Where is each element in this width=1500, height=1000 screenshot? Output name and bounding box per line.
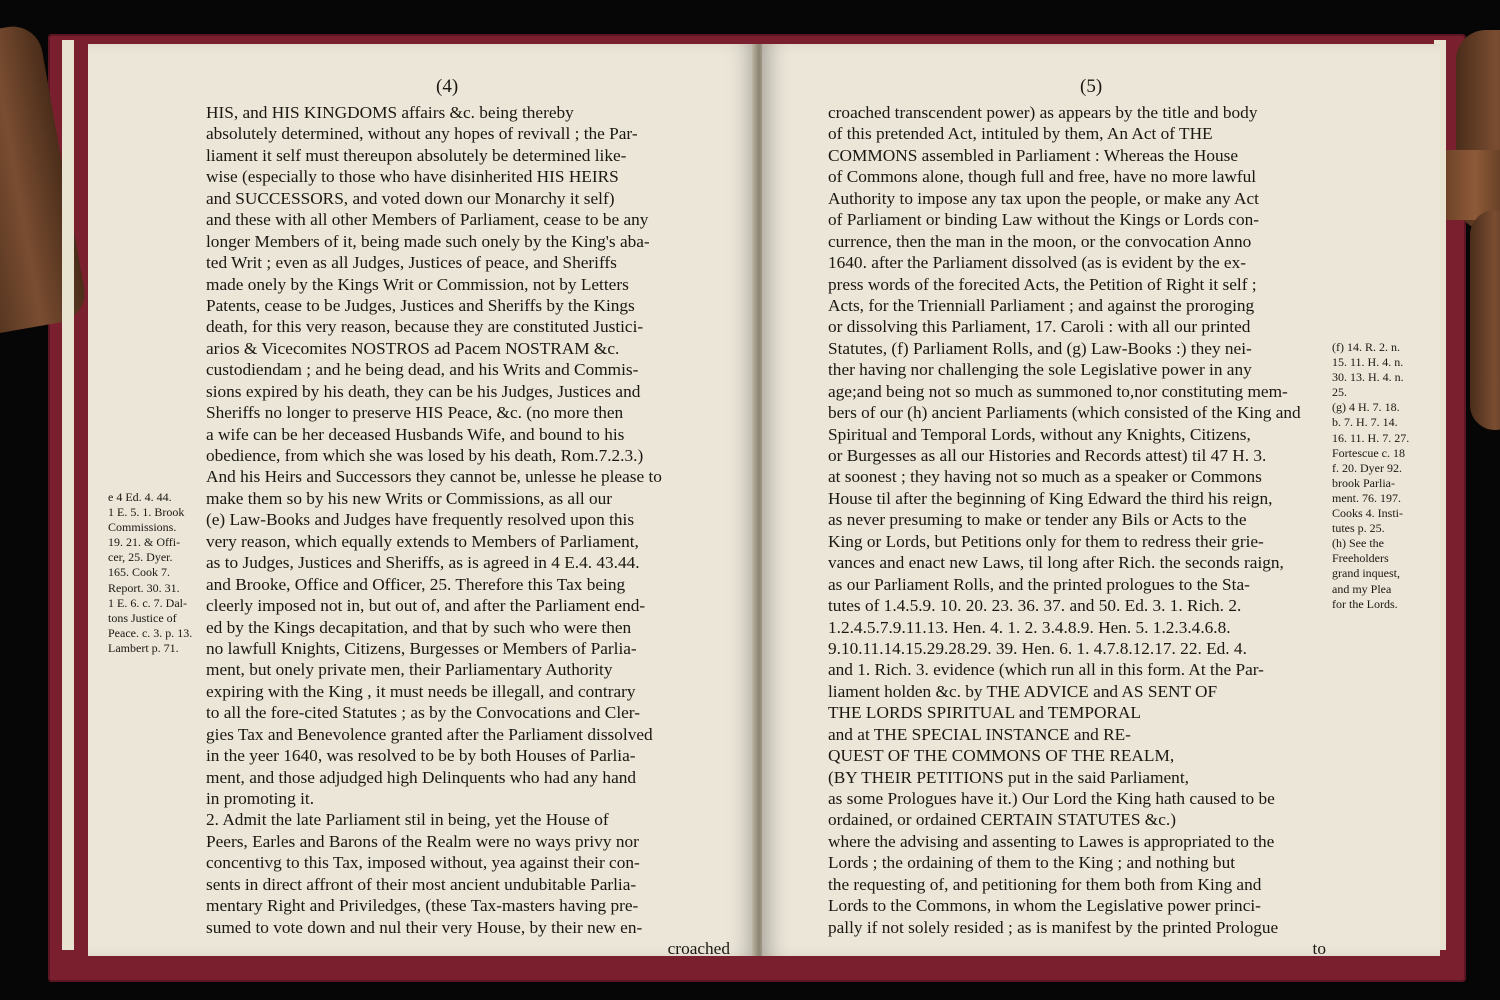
margin-note-line: 25. <box>1332 385 1347 400</box>
margin-note-line: 1 E. 5. 1. Brook <box>108 505 185 520</box>
margin-note-line: 15. 11. H. 4. n. <box>1332 355 1404 370</box>
text-line: ordained, or ordained CERTAIN STATUTES &c.) <box>828 810 1176 830</box>
text-line: of this pretended Act, intituled by them, An Act of THE <box>828 124 1213 144</box>
margin-note-line: Freeholders <box>1332 551 1389 566</box>
margin-note-line: b. 7. H. 7. 14. <box>1332 415 1398 430</box>
text-line: Lords to the Commons, in whom the Legislative power princi- <box>828 896 1261 916</box>
text-line: a wife can be her deceased Husbands Wife, and bound to his <box>206 424 625 444</box>
text-line: or Burgesses as all our Histories and Records attest) til 47 H. 3. <box>828 446 1267 465</box>
margin-note-line: and my Plea <box>1332 581 1392 596</box>
text-line: Lords ; the ordaining of them to the King ; and nothing but <box>828 853 1236 873</box>
text-line: of Parliament or binding Law without the Kings or Lords con- <box>828 210 1259 230</box>
text-line: expiring with the King , it must needs be illegall, and contrary <box>206 681 636 701</box>
text-line: King or Lords, but Petitions only for them to redress their grie- <box>828 531 1264 551</box>
text-line: and these with all other Members of Parliament, cease to be any <box>206 210 649 230</box>
text-line: liament holden &c. by THE ADVICE and AS SENT OF <box>828 681 1218 701</box>
margin-note-line: Fortescue c. 18 <box>1332 445 1405 460</box>
margin-note-line: ment. 76. 197. <box>1332 490 1401 505</box>
text-line: 2. Admit the late Parliament stil in being, yet the House of <box>206 810 609 830</box>
margin-note-line: f. 20. Dyer 92. <box>1332 460 1402 475</box>
margin-note-line: (g) 4 H. 7. 18. <box>1332 400 1400 415</box>
right-page-text <box>828 102 1326 960</box>
text-line: THE LORDS SPIRITUAL and TEMPORAL <box>828 703 1141 723</box>
text-line: at soonest ; they having not so much as a speaker or Commons <box>828 467 1262 487</box>
text-line: currence, then the man in the moon, or the convocation Anno <box>828 231 1252 251</box>
text-line: croached transcendent power) as appears by the title and body <box>828 103 1258 122</box>
text-line: custodiendam ; and he being dead, and his Writs and Commis- <box>206 360 639 380</box>
margin-note-line: Cooks 4. Insti- <box>1332 506 1404 521</box>
margin-note-line: 19. 21. & Offi- <box>108 535 181 550</box>
left-margin-note <box>108 490 208 656</box>
text-line: as to Judges, Justices and Sheriffs, as is agreed in 4 E.4. 43.44. <box>206 553 640 573</box>
text-line: vances and enact new Laws, til long after Rich. the seconds raign, <box>828 553 1284 573</box>
margin-note-line: 1 E. 6. c. 7. Dal- <box>108 595 187 610</box>
text-line: Authority to impose any tax upon the people, or make any Act <box>828 188 1259 208</box>
text-line: arios & Vicecomites NOSTROS ad Pacem NOSTRAM &c. <box>206 338 620 358</box>
text-line: press words of the forecited Acts, the Petition of Right it self ; <box>828 274 1257 294</box>
left-page <box>88 44 756 959</box>
text-line: Sheriffs no longer to preserve HIS Peace, &c. (no more then <box>206 403 624 423</box>
text-line: and SUCCESSORS, and voted down our Monarchy it self) <box>206 188 615 208</box>
text-line: (e) Law-Books and Judges have frequently resolved upon this <box>206 510 635 530</box>
margin-note-line: brook Parlia- <box>1332 475 1395 490</box>
text-line: death, for this very reason, because they are constituted Justici- <box>206 317 644 337</box>
margin-note-line: Peace. c. 3. p. 13. <box>108 625 193 640</box>
text-line: absolutely determined, without any hopes of revivall ; the Par- <box>206 124 638 144</box>
text-line: wise (especially to those who have disinherited HIS HEIRS <box>206 167 619 187</box>
text-line: gies Tax and Benevolence granted after the Parliament dissolved <box>206 724 653 744</box>
text-line: to all the fore-cited Statutes ; as by the Convocations and Cler- <box>206 703 640 723</box>
margin-note-line: cer, 25. Dyer. <box>108 550 173 565</box>
text-line: liament it self must thereupon absolutely be determined like- <box>206 145 627 165</box>
text-line: as never presuming to make or tender any Bils or Acts to the <box>828 510 1247 530</box>
text-line: mentary Right and Priviledges, (these Tax-masters having pre- <box>206 896 639 916</box>
text-line: sumed to vote down and nul their very House, by their new en- <box>206 917 643 937</box>
text-line: House til after the beginning of King Edward the third his reign, <box>828 488 1273 508</box>
text-line: tutes of 1.4.5.9. 10. 20. 23. 36. 37. and 50. Ed. 3. 1. Rich. 2. <box>828 596 1242 616</box>
margin-note-line: Lambert p. 71. <box>108 640 179 655</box>
text-line: in the yeer 1640, was resolved to be by both Houses of Parlia- <box>206 746 636 766</box>
text-line: ment, but onely private men, their Parliamentary Authority <box>206 660 613 680</box>
text-line: Statutes, (f) Parliament Rolls, and (g) Law-Books :) they nei- <box>828 338 1252 358</box>
text-line: (BY THEIR PETITIONS put in the said Parliament, <box>828 767 1189 787</box>
margin-note-line: 30. 13. H. 4. n. <box>1332 370 1404 385</box>
text-line: of Commons alone, though full and free, have no more lawful <box>828 167 1257 187</box>
margin-note-line: 165. Cook 7. <box>108 565 171 580</box>
text-line: in promoting it. <box>206 789 315 808</box>
left-page-text <box>206 102 730 960</box>
margin-note-line: Report. 30. 31. <box>108 580 180 595</box>
text-line: 1640. after the Parliament dissolved (as is evident by the ex- <box>828 253 1246 273</box>
text-line: pally if not solely resided ; as is manifest by the printed Prologue <box>828 917 1279 937</box>
text-line: no lawfull Knights, Citizens, Burgesses or Members of Parlia- <box>206 638 637 658</box>
text-line: COMMONS assembled in Parliament : Whereas the House <box>828 145 1239 165</box>
margin-note-line: 16. 11. H. 7. 27. <box>1332 430 1410 445</box>
text-line: Peers, Earles and Barons of the Realm were no ways privy nor <box>206 831 639 851</box>
text-line: to <box>1312 939 1326 959</box>
text-line: sions expired by his death, they can be his Judges, Justices and <box>206 381 641 401</box>
text-line: ted Writ ; even as all Judges, Justices of peace, and Sheriffs <box>206 253 617 273</box>
text-line: as some Prologues have it.) Our Lord the King hath caused to be <box>828 789 1275 808</box>
text-line: concentivg to this Tax, imposed without, yea against their con- <box>206 853 640 873</box>
text-line: 9.10.11.14.15.29.28.29. 39. Hen. 6. 1. 4.7.8.12.17. 22. Ed. 4. <box>828 638 1247 658</box>
page-clamp-right-lower <box>1470 210 1500 430</box>
text-line: make them so by his new Writs or Commissions, as all our <box>206 488 613 508</box>
text-line: obedience, from which she was losed by his death, Rom.7.2.3.) <box>206 446 644 465</box>
left-page-edges <box>62 40 74 950</box>
text-line: as our Parliament Rolls, and the printed prologues to the Sta- <box>828 574 1250 594</box>
text-line: ment, and those adjudged high Delinquents who had any hand <box>206 767 637 787</box>
text-line: 1.2.4.5.7.9.11.13. Hen. 4. 1. 2. 3.4.8.9. Hen. 5. 1.2.3.4.6.8. <box>828 617 1231 637</box>
text-line: and Brooke, Office and Officer, 25. Therefore this Tax being <box>206 574 626 594</box>
left-page-number: (4) <box>436 76 459 97</box>
text-line: cleerly imposed not in, but out of, and after the Parliament end- <box>206 596 646 616</box>
text-line: age;and being not so much as summoned to,nor constituting mem- <box>828 381 1288 401</box>
text-line: made onely by the Kings Writ or Commission, not by Letters <box>206 274 629 294</box>
margin-note-line: tons Justice of <box>108 610 177 625</box>
text-line: ed by the Kings decapitation, and that by such who were then <box>206 617 632 637</box>
right-page <box>762 44 1440 959</box>
text-line: croached <box>667 939 730 959</box>
text-line: and at THE SPECIAL INSTANCE and RE- <box>828 724 1131 744</box>
text-line: sents in direct affront of their most ancient undubitable Parlia- <box>206 874 637 894</box>
text-line: where the advising and assenting to Lawes is appropriated to the <box>828 831 1275 851</box>
text-line: QUEST OF THE COMMONS OF THE REALM, <box>828 746 1175 766</box>
text-line: Acts, for the Trienniall Parliament ; and against the proroging <box>828 295 1255 315</box>
margin-note-line: tutes p. 25. <box>1332 521 1385 536</box>
text-line: or dissolving this Parliament, 17. Caroli : with all our printed <box>828 317 1251 337</box>
right-margin-note <box>1332 340 1438 612</box>
margin-note-line: for the Lords. <box>1332 596 1398 611</box>
text-line: And his Heirs and Successors they cannot be, unlesse he please to <box>206 467 662 487</box>
text-line: HIS, and HIS KINGDOMS affairs &c. being thereby <box>206 103 574 122</box>
margin-note-line: grand inquest, <box>1332 566 1400 581</box>
margin-note-line: e 4 Ed. 4. 44. <box>108 490 172 504</box>
margin-note-line: Commissions. <box>108 520 177 535</box>
margin-note-line: (h) See the <box>1332 536 1384 551</box>
text-line: and 1. Rich. 3. evidence (which run all in this form. At the Par- <box>828 660 1264 680</box>
text-line: Patents, cease to be Judges, Justices and Sheriffs by the Kings <box>206 295 635 315</box>
right-page-number: (5) <box>1080 76 1103 97</box>
text-line: the requesting of, and petitioning for them both from King and <box>828 874 1262 894</box>
text-line: Spiritual and Temporal Lords, without any Knights, Citizens, <box>828 424 1251 444</box>
margin-note-line: (f) 14. R. 2. n. <box>1332 340 1400 354</box>
text-line: longer Members of it, being made such onely by the King's aba- <box>206 231 650 251</box>
text-line: bers of our (h) ancient Parliaments (which consisted of the King and <box>828 403 1301 423</box>
text-line: ther having nor challenging the sole Legislative power in any <box>828 360 1252 380</box>
text-line: very reason, which equally extends to Members of Parliament, <box>206 531 639 551</box>
